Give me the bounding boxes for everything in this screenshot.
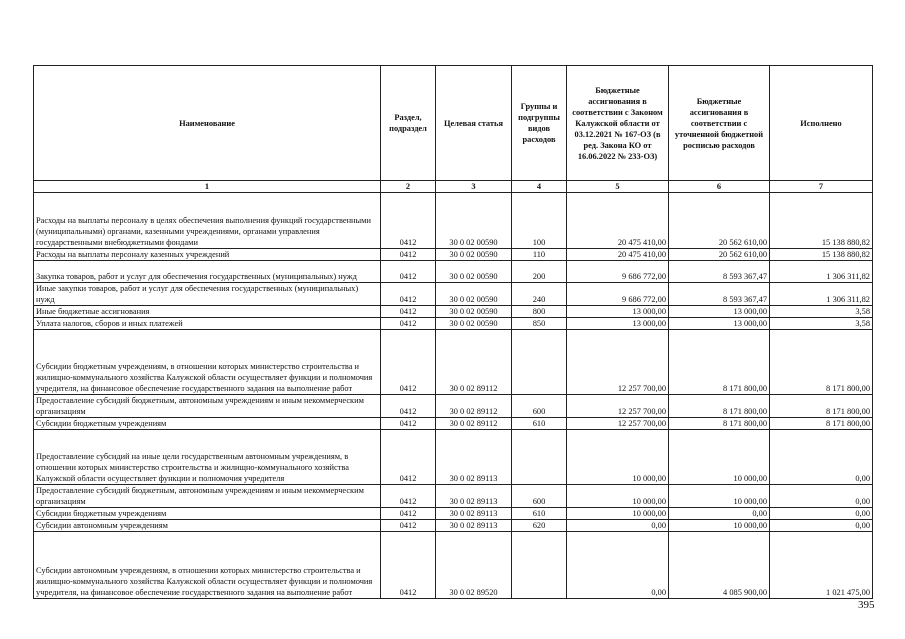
row-group: 600 (512, 485, 567, 508)
table-row (34, 532, 873, 599)
row-executed: 8 171 800,00 (770, 418, 873, 430)
row-refined: 10 000,00 (669, 430, 770, 485)
table-row (34, 318, 873, 330)
row-approved: 10 000,00 (567, 508, 669, 520)
row-executed: 0,00 (770, 520, 873, 532)
table-body (34, 193, 873, 599)
row-section: 0412 (381, 485, 436, 508)
row-name: Уплата налогов, сборов и иных платежей (34, 318, 381, 330)
table-row (34, 520, 873, 532)
column-number-row (34, 181, 873, 193)
row-section: 0412 (381, 283, 436, 306)
row-name: Субсидии бюджетным учреждениям (34, 418, 381, 430)
row-section: 0412 (381, 306, 436, 318)
row-refined: 13 000,00 (669, 306, 770, 318)
row-name: Субсидии бюджетным учреждениям (34, 508, 381, 520)
row-section: 0412 (381, 418, 436, 430)
row-executed: 0,00 (770, 508, 873, 520)
row-approved: 10 000,00 (567, 485, 669, 508)
row-name: Закупка товаров, работ и услуг для обеспечения государственных (муниципальных) нужд (34, 261, 381, 283)
row-approved: 13 000,00 (567, 318, 669, 330)
row-approved: 13 000,00 (567, 306, 669, 318)
row-name: Расходы на выплаты персоналу казенных учреждений (34, 249, 381, 261)
row-section: 0412 (381, 430, 436, 485)
row-target: 30 0 02 89520 (436, 532, 512, 599)
row-group: 620 (512, 520, 567, 532)
table-row (34, 283, 873, 306)
row-section: 0412 (381, 395, 436, 418)
row-target: 30 0 02 89113 (436, 520, 512, 532)
row-name: Предоставление субсидий бюджетным, автономным учреждениям и иным некоммерческим организациям (34, 395, 381, 418)
row-executed: 8 171 800,00 (770, 395, 873, 418)
table-row (34, 330, 873, 395)
row-executed: 3,58 (770, 306, 873, 318)
row-approved: 9 686 772,00 (567, 283, 669, 306)
table-row (34, 508, 873, 520)
header-target: Целевая статья (436, 66, 512, 181)
header-refined: Бюджетные ассигнования в соответствии с уточненной бюджетной росписью расходов (669, 66, 770, 181)
row-group: 600 (512, 395, 567, 418)
row-executed: 1 306 311,82 (770, 261, 873, 283)
row-name: Предоставление субсидий бюджетным, автономным учреждениям и иным некоммерческим организациям (34, 485, 381, 508)
row-group (512, 532, 567, 599)
row-refined: 10 000,00 (669, 485, 770, 508)
row-executed: 15 138 880,82 (770, 249, 873, 261)
table-row (34, 418, 873, 430)
budget-table (33, 65, 873, 599)
table-row (34, 193, 873, 249)
row-section: 0412 (381, 193, 436, 249)
row-name: Субсидии автономным учреждениям, в отношении которых министерство строительства и жилищно-коммунального хозяйства Калужской области осуществляет функции и полномочия учредителя, на финансовое обеспечение государственного задания на выполнение работ (34, 532, 381, 599)
row-approved: 12 257 700,00 (567, 330, 669, 395)
header-row (34, 66, 873, 181)
row-approved: 20 475 410,00 (567, 249, 669, 261)
column-number: 5 (567, 181, 669, 193)
row-executed: 1 306 311,82 (770, 283, 873, 306)
row-approved: 12 257 700,00 (567, 418, 669, 430)
row-executed: 3,58 (770, 318, 873, 330)
row-name: Субсидии автономным учреждениям (34, 520, 381, 532)
row-target: 30 0 02 89112 (436, 330, 512, 395)
row-section: 0412 (381, 261, 436, 283)
row-group: 200 (512, 261, 567, 283)
row-approved: 0,00 (567, 532, 669, 599)
row-refined: 8 593 367,47 (669, 283, 770, 306)
row-refined: 8 171 800,00 (669, 330, 770, 395)
row-target: 30 0 02 89113 (436, 430, 512, 485)
header-approved: Бюджетные ассигнования в соответствии с Законом Калужской области от 03.12.2021 № 167-ОЗ (в ред. Закона КО от 16.06.2022 № 233-ОЗ) (567, 66, 669, 181)
row-refined: 8 171 800,00 (669, 395, 770, 418)
column-number: 6 (669, 181, 770, 193)
row-refined: 8 593 367,47 (669, 261, 770, 283)
row-name: Иные закупки товаров, работ и услуг для обеспечения государственных (муниципальных) нужд (34, 283, 381, 306)
row-group (512, 430, 567, 485)
row-target: 30 0 02 00590 (436, 283, 512, 306)
column-number: 3 (436, 181, 512, 193)
row-target: 30 0 02 89112 (436, 395, 512, 418)
row-target: 30 0 02 00590 (436, 193, 512, 249)
row-refined: 8 171 800,00 (669, 418, 770, 430)
row-name: Расходы на выплаты персоналу в целях обеспечения выполнения функций государственными (муниципальными) органами, казенными учреждениями, органами управления государственными внебюджетными фондами (34, 193, 381, 249)
row-section: 0412 (381, 330, 436, 395)
row-executed: 15 138 880,82 (770, 193, 873, 249)
row-refined: 4 085 900,00 (669, 532, 770, 599)
header-name: Наименование (34, 66, 381, 181)
row-group: 110 (512, 249, 567, 261)
row-target: 30 0 02 89112 (436, 418, 512, 430)
column-number: 4 (512, 181, 567, 193)
row-group: 240 (512, 283, 567, 306)
table-row (34, 261, 873, 283)
row-target: 30 0 02 00590 (436, 306, 512, 318)
page-number: 395 (858, 599, 875, 611)
row-target: 30 0 02 00590 (436, 249, 512, 261)
row-group: 610 (512, 508, 567, 520)
table-row (34, 485, 873, 508)
row-refined: 10 000,00 (669, 520, 770, 532)
row-group: 610 (512, 418, 567, 430)
row-refined: 20 562 610,00 (669, 193, 770, 249)
table-row (34, 430, 873, 485)
row-section: 0412 (381, 249, 436, 261)
row-approved: 20 475 410,00 (567, 193, 669, 249)
row-approved: 10 000,00 (567, 430, 669, 485)
header-executed: Исполнено (770, 66, 873, 181)
row-executed: 1 021 475,00 (770, 532, 873, 599)
row-approved: 0,00 (567, 520, 669, 532)
row-approved: 12 257 700,00 (567, 395, 669, 418)
row-target: 30 0 02 00590 (436, 261, 512, 283)
row-refined: 20 562 610,00 (669, 249, 770, 261)
table-row (34, 249, 873, 261)
table-row (34, 306, 873, 318)
table-row (34, 395, 873, 418)
row-refined: 0,00 (669, 508, 770, 520)
header-groups: Группы и подгруппы видов расходов (512, 66, 567, 181)
row-executed: 8 171 800,00 (770, 330, 873, 395)
row-name: Субсидии бюджетным учреждениям, в отношении которых министерство строительства и жилищно-коммунального хозяйства Калужской области осуществляет функции и полномочия учредителя, на финансовое обеспечение государственного задания на выполнение работ (34, 330, 381, 395)
row-section: 0412 (381, 318, 436, 330)
row-group (512, 330, 567, 395)
row-target: 30 0 02 89113 (436, 485, 512, 508)
row-group: 800 (512, 306, 567, 318)
row-section: 0412 (381, 520, 436, 532)
row-target: 30 0 02 89113 (436, 508, 512, 520)
row-target: 30 0 02 00590 (436, 318, 512, 330)
column-number: 2 (381, 181, 436, 193)
row-name: Предоставление субсидий на иные цели государственным автономным учреждениям, в отношении которых министерство строительства и жилищно-коммунального хозяйства Калужской области осуществляет функции и полномочия учредителя (34, 430, 381, 485)
row-executed: 0,00 (770, 430, 873, 485)
column-number: 7 (770, 181, 873, 193)
row-approved: 9 686 772,00 (567, 261, 669, 283)
row-refined: 13 000,00 (669, 318, 770, 330)
row-group: 100 (512, 193, 567, 249)
row-executed: 0,00 (770, 485, 873, 508)
row-group: 850 (512, 318, 567, 330)
column-number: 1 (34, 181, 381, 193)
row-section: 0412 (381, 508, 436, 520)
header-section: Раздел, подраздел (381, 66, 436, 181)
row-name: Иные бюджетные ассигнования (34, 306, 381, 318)
row-section: 0412 (381, 532, 436, 599)
